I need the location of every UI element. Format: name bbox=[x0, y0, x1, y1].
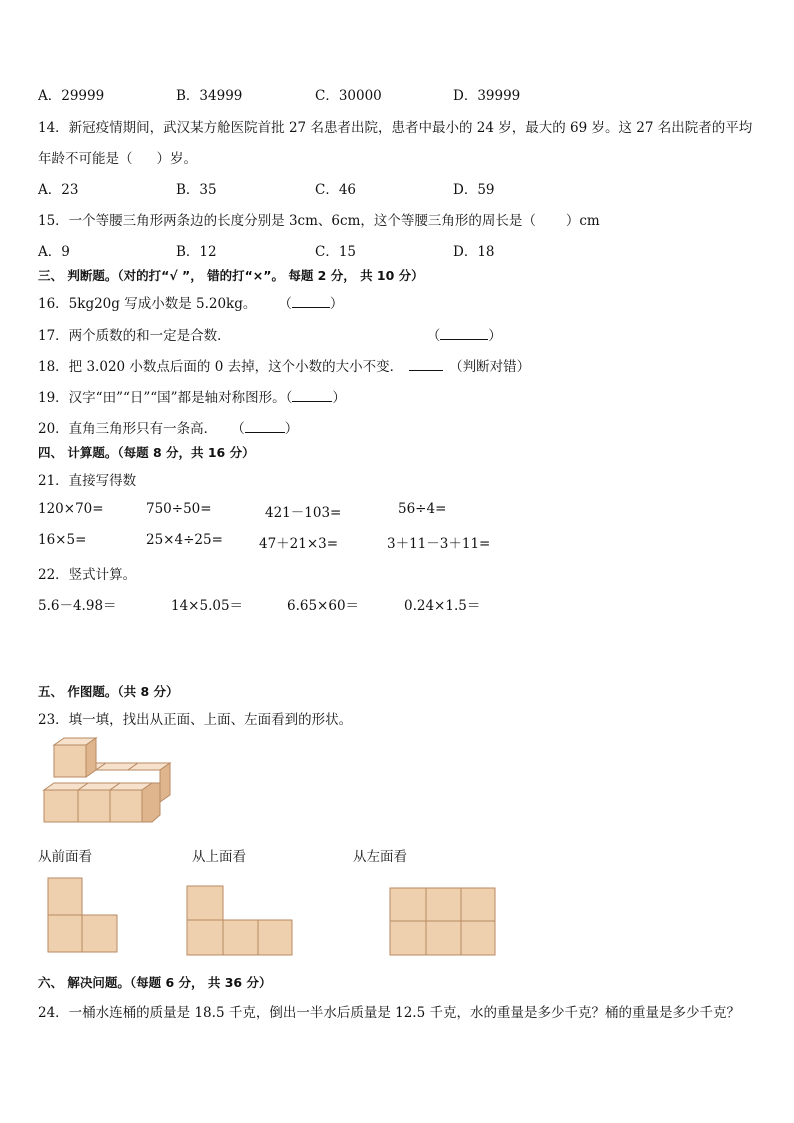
view-square bbox=[390, 888, 426, 921]
q21-item: 421－103= bbox=[265, 505, 342, 521]
view-square bbox=[461, 921, 495, 955]
cube-side bbox=[86, 738, 96, 777]
cube-face bbox=[44, 790, 78, 822]
view-square bbox=[258, 920, 292, 955]
q13-option-b: B．34999 bbox=[176, 88, 243, 104]
q22-item: 0.24×1.5＝ bbox=[404, 598, 481, 614]
q18-tail: （判断对错） bbox=[449, 359, 531, 375]
cube-face bbox=[54, 745, 86, 777]
q16-text bbox=[38, 292, 343, 312]
section4-title: 四、 计算题。（每题 8 分，共 16 分） bbox=[38, 445, 255, 460]
q21-item: 750÷50= bbox=[146, 501, 212, 517]
cube-face bbox=[78, 790, 110, 822]
q14-text-line2 bbox=[38, 147, 197, 167]
q21-item: 25×4÷25= bbox=[146, 532, 223, 548]
view-square bbox=[48, 878, 82, 915]
view-square bbox=[426, 888, 461, 921]
section6-title: 六、 解决问题。（每题 6 分， 共 36 分） bbox=[38, 975, 272, 990]
view-square bbox=[82, 915, 117, 952]
view-label-front: 从前面看 bbox=[38, 849, 92, 865]
q16-answer-blank[interactable] bbox=[292, 295, 330, 308]
q14-option-a: A．23 bbox=[38, 182, 79, 198]
q17-text bbox=[38, 324, 502, 344]
q19-answer-blank[interactable] bbox=[292, 389, 332, 402]
q20-answer-blank[interactable] bbox=[245, 420, 285, 433]
cube-face bbox=[110, 790, 142, 822]
q14-option-b: B．35 bbox=[176, 182, 217, 198]
q15-option-d: D．18 bbox=[453, 244, 495, 260]
q19-paren-close: ） bbox=[332, 390, 346, 406]
cube-side bbox=[142, 783, 160, 822]
q20-paren-open: （ bbox=[231, 421, 245, 437]
q13-option-d: D．39999 bbox=[453, 88, 521, 104]
cube-side bbox=[160, 763, 170, 802]
q17-question: 17．两个质数的和一定是合数． bbox=[38, 328, 231, 344]
q21-title: 21．直接写得数 bbox=[38, 473, 137, 489]
q21-item: 3＋11－3＋11= bbox=[387, 536, 491, 552]
q18-text bbox=[38, 355, 530, 375]
q20-text bbox=[38, 417, 298, 437]
q14-option-d: D．59 bbox=[453, 182, 495, 198]
view-square bbox=[48, 915, 82, 952]
q14-option-c: C．46 bbox=[315, 182, 357, 198]
q13-option-c: C．30000 bbox=[315, 88, 382, 104]
q15-text-b: ）cm bbox=[565, 213, 600, 229]
q15-option-c: C．15 bbox=[315, 244, 357, 260]
q20-question: 20．直角三角形只有一条高． bbox=[38, 421, 218, 437]
view-label-top: 从上面看 bbox=[192, 849, 246, 865]
q16-question: 16．5kg20g 写成小数是 5.20kg。 bbox=[38, 296, 257, 312]
q15-option-b: B．12 bbox=[176, 244, 217, 260]
front-view-shape bbox=[46, 876, 120, 956]
q21-item: 47＋21×3= bbox=[259, 536, 339, 552]
q18-answer-blank[interactable] bbox=[409, 358, 443, 371]
q14-text-line1: 14．新冠疫情期间，武汉某方舱医院首批 27 名患者出院，患者中最小的 24 岁，最大的 69 岁。这 27 名出院者的平均 bbox=[38, 120, 753, 136]
section5-title: 五、 作图题。（共 8 分） bbox=[38, 684, 179, 699]
q19-text bbox=[38, 386, 346, 406]
q17-paren-close: ） bbox=[488, 328, 502, 344]
view-square bbox=[187, 886, 223, 920]
q14-text-b: ）岁。 bbox=[156, 151, 197, 167]
view-label-left: 从左面看 bbox=[353, 849, 407, 865]
cube-stack-figure bbox=[38, 735, 173, 830]
q21-item: 120×70= bbox=[38, 501, 104, 517]
view-square bbox=[461, 888, 495, 921]
view-square bbox=[426, 921, 461, 955]
q23-title: 23．填一填，找出从正面、上面、左面看到的形状。 bbox=[38, 712, 353, 728]
q16-paren-open: （ bbox=[278, 296, 292, 312]
q15-text-a: 15．一个等腰三角形两条边的长度分别是 3cm、6cm，这个等腰三角形的周长是（ bbox=[38, 213, 536, 229]
view-square bbox=[223, 920, 258, 955]
q15-option-a: A．9 bbox=[38, 244, 70, 260]
q14-text-a: 年龄不可能是（ bbox=[38, 151, 133, 167]
q21-item: 56÷4= bbox=[398, 501, 447, 517]
q17-paren-open: （ bbox=[426, 328, 441, 344]
q21-item: 16×5= bbox=[38, 532, 87, 548]
q20-paren-close: ） bbox=[284, 421, 299, 437]
left-view-shape bbox=[388, 886, 498, 958]
q22-item: 5.6－4.98＝ bbox=[38, 598, 117, 614]
q22-title: 22．竖式计算。 bbox=[38, 567, 137, 583]
top-view-shape bbox=[185, 884, 295, 958]
q24-text: 24．一桶水连桶的质量是 18.5 千克，倒出一半水后质量是 12.5 千克，水的重量是多少千克？桶的重量是多少千克？ bbox=[38, 1005, 740, 1021]
q13-option-a: A．29999 bbox=[38, 88, 105, 104]
q15-text bbox=[38, 209, 600, 229]
view-square bbox=[390, 921, 426, 955]
section3-title: 三、 判断题。（对的打“√ ”， 错的打“×”。 每题 2 分， 共 10 分） bbox=[38, 268, 424, 283]
q16-paren-close: ） bbox=[329, 296, 344, 312]
q19-question: 19．汉字“田”“日”“国”都是轴对称图形。（ bbox=[38, 390, 293, 406]
q22-item: 6.65×60＝ bbox=[287, 598, 360, 614]
view-square bbox=[187, 920, 223, 955]
q18-question: 18．把 3.020 小数点后面的 0 去掉，这个小数的大小不变． bbox=[38, 359, 404, 375]
q22-item: 14×5.05＝ bbox=[171, 598, 244, 614]
q17-answer-blank[interactable] bbox=[440, 327, 488, 340]
